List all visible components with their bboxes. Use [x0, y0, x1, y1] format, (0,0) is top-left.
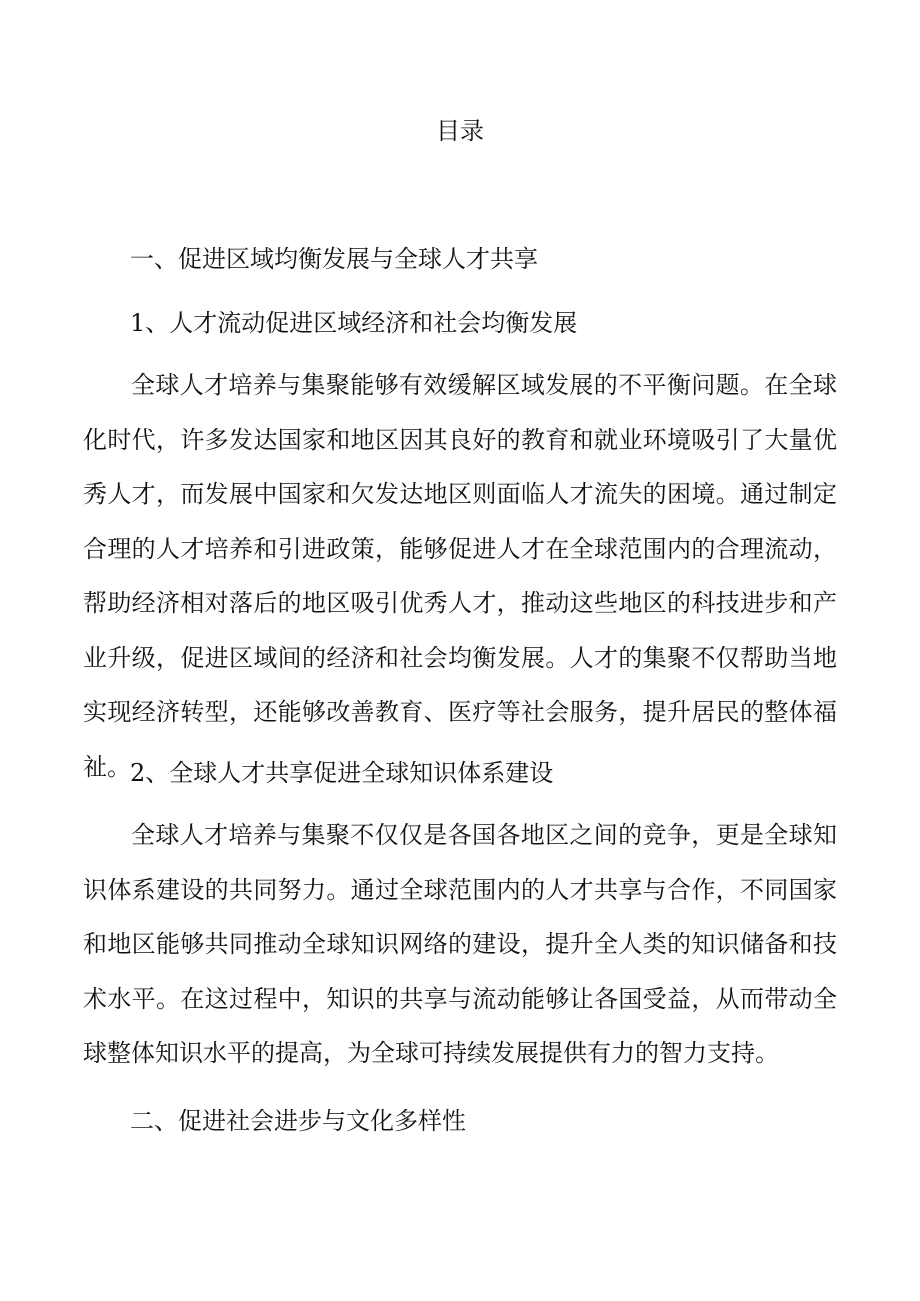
- section-heading-2: 二、促进社会进步与文化多样性: [130, 1107, 466, 1135]
- paragraph-1-2: 全球人才培养与集聚不仅仅是各国各地区之间的竞争，更是全球知识体系建设的共同努力。通过全球范围内的人才共享与合作，不同国家和地区能够共同推动全球知识网络的建设，提升全人类的知识储备和技术水平。在这过程中，知识的共享与流动能够让各国受益，从而带动全球整体知识水平的提高，为全球可持续发展提供有力的智力支持。: [83, 821, 837, 1067]
- section-heading-1: 一、促进区域均衡发展与全球人才共享: [130, 245, 538, 273]
- subsection-heading-1-2: 2、全球人才共享促进全球知识体系建设: [130, 759, 554, 787]
- toc-title: 目录: [436, 117, 484, 145]
- paragraph-1-1: 全球人才培养与集聚能够有效缓解区域发展的不平衡问题。在全球化时代，许多发达国家和地区因其良好的教育和就业环境吸引了大量优秀人才，而发展中国家和欠发达地区则面临人才流失的困境。通过制定合理的人才培养和引进政策，能够促进人才在全球范围内的合理流动，帮助经济相对落后的地区吸引优秀人才，推动这些地区的科技进步和产业升级，促进区域间的经济和社会均衡发展。人才的集聚不仅帮助当地实现经济转型，还能够改善教育、医疗等社会服务，提升居民的整体福祉。: [83, 371, 837, 781]
- subsection-heading-1-1: 1、人才流动促进区域经济和社会均衡发展: [130, 309, 578, 337]
